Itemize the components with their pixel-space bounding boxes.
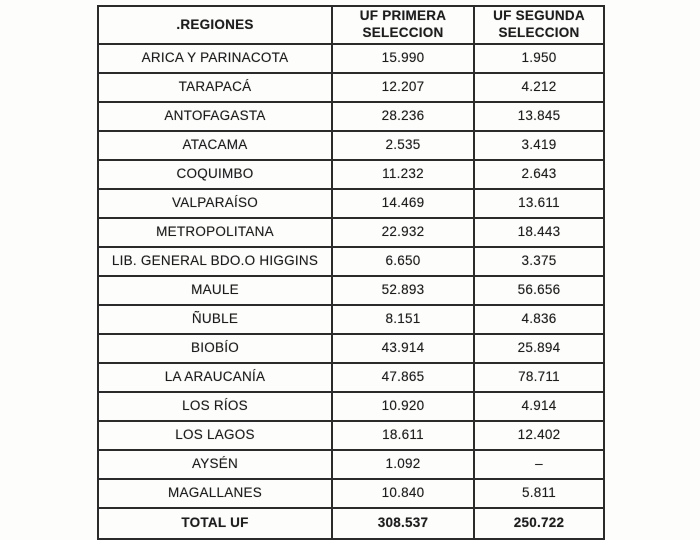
- table-row: [98, 189, 604, 218]
- table-row: [98, 363, 604, 392]
- table-row: [98, 450, 604, 479]
- uf-primera-cell: 6.650: [332, 247, 474, 276]
- region-cell: ATACAMA: [98, 131, 332, 160]
- uf-segunda-cell: 56.656: [474, 276, 604, 305]
- uf-segunda-cell: 3.419: [474, 131, 604, 160]
- uf-primera-cell: 18.611: [332, 421, 474, 450]
- region-cell: TARAPACÁ: [98, 73, 332, 102]
- uf-primera-cell: 10.840: [332, 479, 474, 508]
- table-row: [98, 131, 604, 160]
- uf-segunda-cell: 13.845: [474, 102, 604, 131]
- uf-primera-cell: 12.207: [332, 73, 474, 102]
- table-row: [98, 421, 604, 450]
- uf-primera-cell: 10.920: [332, 392, 474, 421]
- header-row: [98, 6, 604, 44]
- uf-segunda-cell: 12.402: [474, 421, 604, 450]
- table-row: [98, 305, 604, 334]
- uf-primera-cell: 8.151: [332, 305, 474, 334]
- uf-segunda-cell: 2.643: [474, 160, 604, 189]
- uf-primera-cell: 15.990: [332, 44, 474, 73]
- region-cell: LIB. GENERAL BDO.O HIGGINS: [98, 247, 332, 276]
- region-cell: ARICA Y PARINACOTA: [98, 44, 332, 73]
- uf-primera-cell: 14.469: [332, 189, 474, 218]
- region-cell: LOS LAGOS: [98, 421, 332, 450]
- table-row: [98, 276, 604, 305]
- table-footer: [98, 508, 604, 539]
- uf-segunda-cell: 4.212: [474, 73, 604, 102]
- uf-segunda-cell: 1.950: [474, 44, 604, 73]
- table-row: [98, 73, 604, 102]
- region-cell: COQUIMBO: [98, 160, 332, 189]
- table-row: [98, 102, 604, 131]
- uf-primera-cell: 11.232: [332, 160, 474, 189]
- table-row: [98, 334, 604, 363]
- table-row: [98, 479, 604, 508]
- total-label-cell: TOTAL UF: [98, 508, 332, 539]
- table-row: [98, 392, 604, 421]
- uf-primera-cell: 47.865: [332, 363, 474, 392]
- uf-primera-cell: 52.893: [332, 276, 474, 305]
- region-cell: LA ARAUCANÍA: [98, 363, 332, 392]
- header-regiones: .REGIONES: [98, 6, 332, 44]
- header-uf-segunda-seleccion: UF SEGUNDA SELECCION: [474, 6, 604, 44]
- uf-segunda-cell: –: [474, 450, 604, 479]
- table-body: [98, 44, 604, 508]
- total-uf-segunda-cell: 250.722: [474, 508, 604, 539]
- uf-segunda-cell: 4.836: [474, 305, 604, 334]
- header-uf-primera-seleccion: UF PRIMERA SELECCION: [332, 6, 474, 44]
- uf-primera-cell: 43.914: [332, 334, 474, 363]
- regions-uf-table: [97, 5, 605, 540]
- table-row: [98, 44, 604, 73]
- region-cell: METROPOLITANA: [98, 218, 332, 247]
- region-cell: ANTOFAGASTA: [98, 102, 332, 131]
- uf-primera-cell: 2.535: [332, 131, 474, 160]
- uf-segunda-cell: 3.375: [474, 247, 604, 276]
- uf-segunda-cell: 5.811: [474, 479, 604, 508]
- table-header: [98, 6, 604, 44]
- region-cell: MAULE: [98, 276, 332, 305]
- region-cell: LOS RÍOS: [98, 392, 332, 421]
- uf-segunda-cell: 18.443: [474, 218, 604, 247]
- region-cell: VALPARAÍSO: [98, 189, 332, 218]
- uf-primera-cell: 22.932: [332, 218, 474, 247]
- uf-segunda-cell: 78.711: [474, 363, 604, 392]
- uf-segunda-cell: 4.914: [474, 392, 604, 421]
- uf-primera-cell: 28.236: [332, 102, 474, 131]
- total-row: [98, 508, 604, 539]
- table-row: [98, 247, 604, 276]
- uf-primera-cell: 1.092: [332, 450, 474, 479]
- uf-segunda-cell: 13.611: [474, 189, 604, 218]
- region-cell: BIOBÍO: [98, 334, 332, 363]
- uf-segunda-cell: 25.894: [474, 334, 604, 363]
- region-cell: ÑUBLE: [98, 305, 332, 334]
- table-row: [98, 160, 604, 189]
- total-uf-primera-cell: 308.537: [332, 508, 474, 539]
- table-row: [98, 218, 604, 247]
- region-cell: AYSÉN: [98, 450, 332, 479]
- region-cell: MAGALLANES: [98, 479, 332, 508]
